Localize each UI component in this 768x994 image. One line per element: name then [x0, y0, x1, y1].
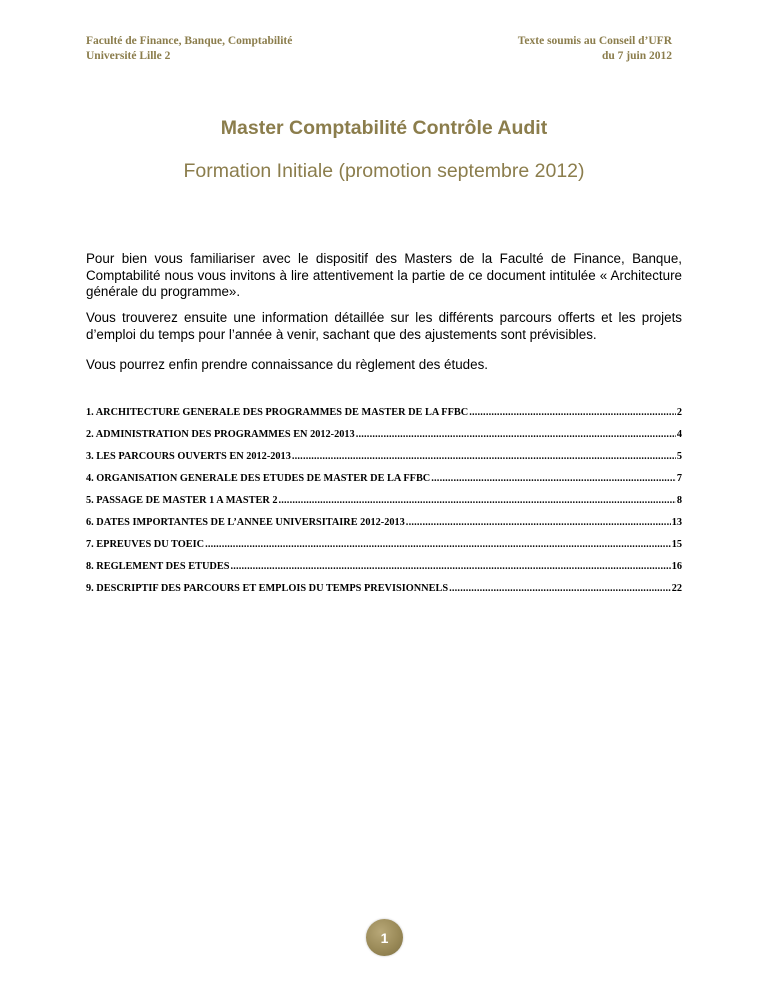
toc-entry-label: 2. ADMINISTRATION DES PROGRAMMES EN 2012-2013	[86, 429, 355, 440]
toc-entry-architecture[interactable]	[86, 407, 682, 429]
council-date: du 7 juin 2012	[602, 50, 672, 62]
toc-entry-dates[interactable]	[86, 517, 682, 539]
toc-entry-page: 7	[676, 473, 682, 484]
page-header	[86, 34, 672, 64]
toc-entry-parcours[interactable]	[86, 451, 682, 473]
intro-paragraph-reglement: Vous pourrez enfin prendre connaissance du règlement des études.	[86, 357, 488, 372]
toc-entry-page: 13	[671, 517, 682, 528]
toc-dot-leader	[292, 451, 676, 462]
toc-entry-page: 5	[676, 451, 682, 462]
toc-dot-leader	[431, 473, 676, 484]
toc-entry-page: 8	[676, 495, 682, 506]
toc-entry-page: 15	[671, 539, 682, 550]
document-subtitle: Formation Initiale (promotion septembre 2012)	[183, 160, 585, 182]
toc-entry-toeic[interactable]	[86, 539, 682, 561]
toc-dot-leader	[356, 429, 676, 440]
toc-entry-organisation[interactable]	[86, 473, 682, 495]
toc-entry-label: 4. ORGANISATION GENERALE DES ETUDES DE MASTER DE LA FFBC	[86, 473, 431, 484]
toc-dot-leader	[278, 495, 675, 506]
intro-paragraph-architecture: Pour bien vous familiariser avec le dispositif des Masters de la Faculté de Finance, Banque, Comptabilité nous vous invitons à lire attentivement la partie de ce document intitulée « Architecture générale du programme».	[86, 251, 682, 299]
toc-entry-page: 22	[671, 583, 682, 594]
toc-entry-label: 3. LES PARCOURS OUVERTS EN 2012-2013	[86, 451, 291, 462]
page-number: 1	[380, 929, 389, 946]
toc-entry-label: 5. PASSAGE DE MASTER 1 A MASTER 2	[86, 495, 278, 506]
faculty-name: Faculté de Finance, Banque, Comptabilité	[86, 35, 293, 47]
toc-entry-label: 8. REGLEMENT DES ETUDES	[86, 561, 230, 572]
toc-entry-passage[interactable]	[86, 495, 682, 517]
document-title: Master Comptabilité Contrôle Audit	[220, 117, 548, 139]
toc-entry-administration[interactable]	[86, 429, 682, 451]
toc-dot-leader	[230, 561, 670, 572]
toc-entry-label: 1. ARCHITECTURE GENERALE DES PROGRAMMES DE MASTER DE LA FFBC	[86, 407, 469, 418]
intro-paragraph-parcours: Vous trouverez ensuite une information détaillée sur les différents parcours offerts et les projets d’emploi du temps pour l’année à venir, sachant que des ajustements sont prévisibles.	[86, 310, 682, 342]
toc-entry-label: 6. DATES IMPORTANTES DE L’ANNEE UNIVERSITAIRE 2012-2013	[86, 517, 405, 528]
council-note: Texte soumis au Conseil d’UFR	[517, 35, 672, 47]
toc-dot-leader	[205, 539, 671, 550]
toc-entry-page: 2	[676, 407, 682, 418]
toc-entry-page: 16	[671, 561, 682, 572]
header-right	[518, 34, 672, 64]
toc-dot-leader	[449, 583, 671, 594]
toc-entry-reglement[interactable]	[86, 561, 682, 583]
toc-entry-page: 4	[676, 429, 682, 440]
toc-entry-label: 7. EPREUVES DU TOEIC	[86, 539, 205, 550]
toc-entry-descriptif[interactable]	[86, 583, 682, 605]
toc-dot-leader	[406, 517, 671, 528]
page-number-badge	[366, 919, 403, 956]
university-name: Université Lille 2	[86, 50, 171, 62]
header-left	[86, 34, 292, 64]
toc-dot-leader	[469, 407, 676, 418]
toc-entry-label: 9. DESCRIPTIF DES PARCOURS ET EMPLOIS DU TEMPS PREVISIONNELS	[86, 583, 449, 594]
table-of-contents	[86, 407, 682, 605]
